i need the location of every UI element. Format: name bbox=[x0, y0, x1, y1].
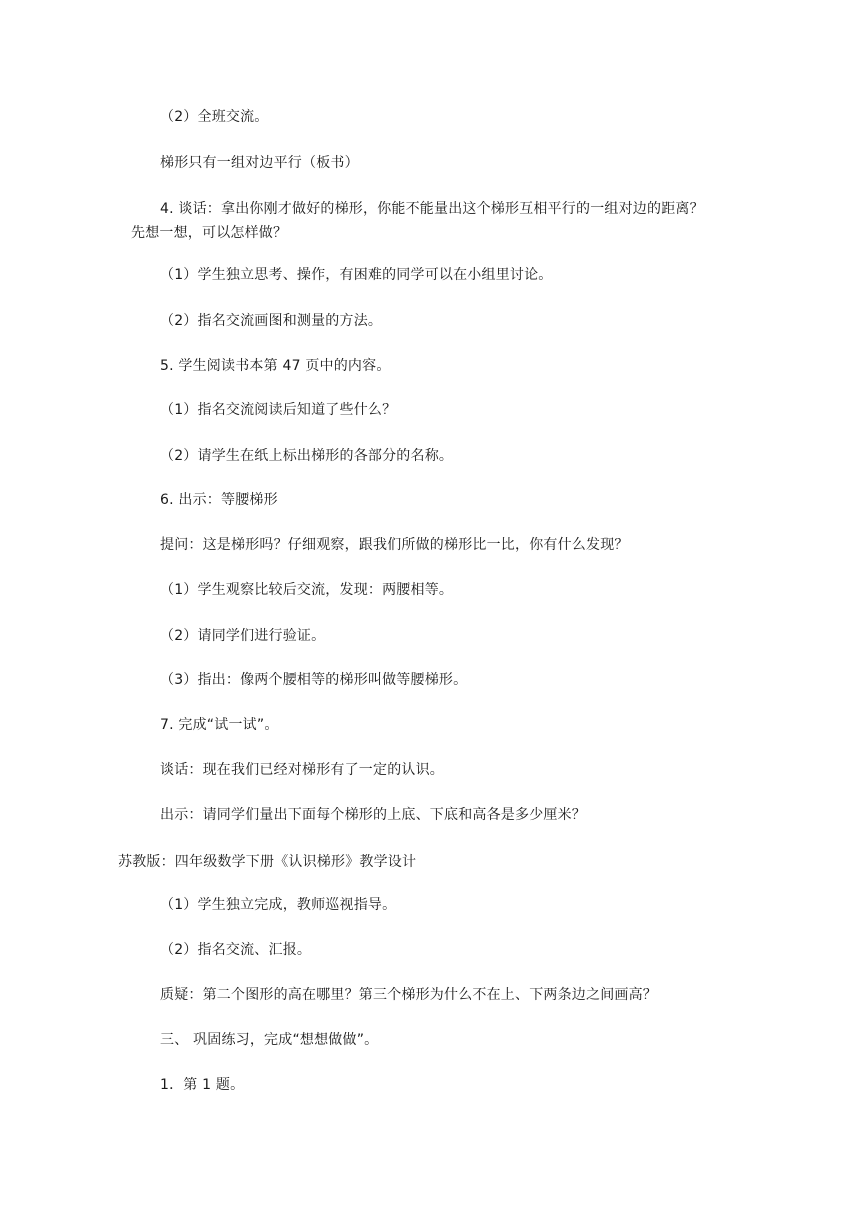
paragraph-step-7-2: （2）指名交流、汇报。 bbox=[160, 942, 312, 958]
paragraph-step-6-3: （3）指出：像两个腰相等的梯形叫做等腰梯形。 bbox=[160, 672, 468, 688]
paragraph-show: 出示：请同学们量出下面每个梯形的上底、下底和高各是多少厘米？ bbox=[160, 807, 586, 823]
paragraph-source-title: 苏教版：四年级数学下册《认识梯形》教学设计 bbox=[118, 854, 417, 870]
paragraph-step-6-1: （1）学生观察比较后交流，发现：两腰相等。 bbox=[160, 582, 454, 598]
paragraph-step-4-continued: 先想一想，可以怎样做？ bbox=[131, 225, 288, 241]
paragraph-board-note: 梯形只有一组对边平行（板书） bbox=[160, 155, 359, 171]
paragraph-section-3: 三、 巩固练习，完成“想想做做”。 bbox=[160, 1032, 379, 1048]
paragraph-step-7-1: （1）学生独立完成，教师巡视指导。 bbox=[160, 897, 397, 913]
paragraph-doubt: 质疑：第二个图形的高在哪里？第三个梯形为什么不在上、下两条边之间画高？ bbox=[160, 987, 657, 1003]
paragraph-step-6-2: （2）请同学们进行验证。 bbox=[160, 628, 326, 644]
paragraph-step-7: 7. 完成“试一试”。 bbox=[160, 717, 279, 733]
paragraph-question: 提问：这是梯形吗？仔细观察，跟我们所做的梯形比一比，你有什么发现？ bbox=[160, 537, 629, 553]
paragraph-step-6: 6. 出示：等腰梯形 bbox=[160, 492, 278, 508]
paragraph-step-4-1: （1）学生独立思考、操作，有困难的同学可以在小组里讨论。 bbox=[160, 267, 553, 283]
paragraph-step-5-2: （2）请学生在纸上标出梯形的各部分的名称。 bbox=[160, 448, 454, 464]
paragraph-class-exchange: （2）全班交流。 bbox=[160, 109, 269, 125]
paragraph-step-4: 4. 谈话：拿出你刚才做好的梯形，你能不能量出这个梯形互相平行的一组对边的距离？ bbox=[160, 201, 704, 217]
paragraph-exercise-1: 1．第 1 题。 bbox=[160, 1077, 245, 1093]
paragraph-step-4-2: （2）指名交流画图和测量的方法。 bbox=[160, 313, 383, 329]
paragraph-step-5-1: （1）指名交流阅读后知道了些什么？ bbox=[160, 402, 397, 418]
paragraph-step-5: 5. 学生阅读书本第 47 页中的内容。 bbox=[160, 358, 391, 374]
paragraph-talk: 谈话：现在我们已经对梯形有了一定的认识。 bbox=[160, 762, 444, 778]
